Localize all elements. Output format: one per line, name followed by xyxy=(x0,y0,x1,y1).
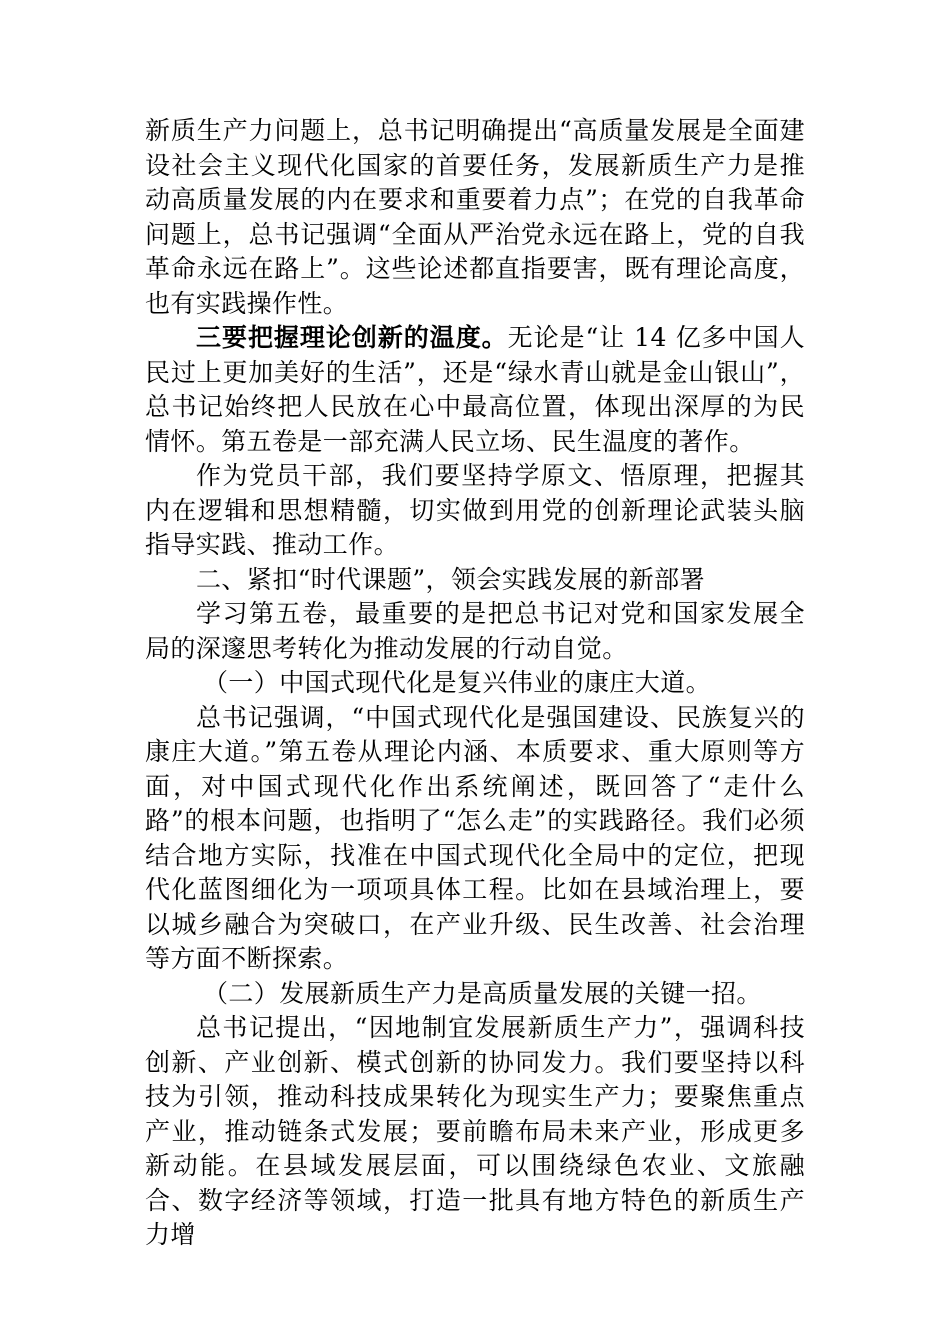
paragraph-party-members: 作为党员干部，我们要坚持学原文、悟原理，把握其内在逻辑和思想精髓，切实做到用党的创新理论武装头脑指导实践、推动工作。 xyxy=(145,461,805,559)
subheading-one: （一）中国式现代化是复兴伟业的康庄大道。 xyxy=(203,668,712,697)
subheading-two: （二）发展新质生产力是高质量发展的关键一招。 xyxy=(203,978,762,1008)
paragraph-continued: 新质生产力问题上，总书记明确提出“高质量发展是全面建设社会主义现代化国家的首要任务，发展新质生产力是推动高质量发展的内在要求和重要着力点”；在党的自我革命问题上，总书记强调“全面从严治党永远在路上，党的自我革命永远在路上”。这些论述都直指要害，既有理论高度，也有实践操作性。 xyxy=(145,116,805,318)
paragraph-new-productive-forces: 总书记提出，“因地制宜发展新质生产力”，强调科技创新、产业创新、模式创新的协同发力。我们要坚持以科技为引领，推动科技成果转化为现实生产力；要聚焦重点产业，推动链条式发展；要前瞻布局未来产业，形成更多新动能。在县域发展层面，可以围绕绿色农业、文旅融合、数字经济等领域，打造一批具有地方特色的新质生产力增 xyxy=(145,1013,805,1249)
point-three-heading: 三要把握理论创新的温度。 xyxy=(196,323,508,352)
paragraph-chinese-modernization: 总书记强调，“中国式现代化是强国建设、民族复兴的康庄大道。”第五卷从理论内涵、本质要求、重大原则等方面，对中国式现代化作出系统阐述，既回答了“走什么路”的根本问题，也指明了“怎么走”的实践路径。我们必须结合地方实际，找准在中国式现代化全局中的定位，把现代化蓝图细化为一项项具体工程。比如在县域治理上，要以城乡融合为突破口，在产业升级、民生改善、社会治理等方面不断探索。 xyxy=(145,702,805,973)
point-three-body: 无论是“让 14 亿多中国人民过上更加美好的生活”，还是“绿水青山就是金山银山”，总书记始终把人民放在心中最高位置，体现出深厚的为民情怀。第五卷是一部充满人民立场、民生温度的著作。 xyxy=(145,323,805,456)
document-page xyxy=(145,114,805,1253)
paragraph-point-three xyxy=(145,321,805,459)
section-heading-two: 二、紧扣“时代课题”，领会实践发展的新部署 xyxy=(196,564,705,594)
paragraph-study-volume-five: 学习第五卷，最重要的是把总书记对党和国家发展全局的深邃思考转化为推动发展的行动自觉。 xyxy=(145,599,805,663)
